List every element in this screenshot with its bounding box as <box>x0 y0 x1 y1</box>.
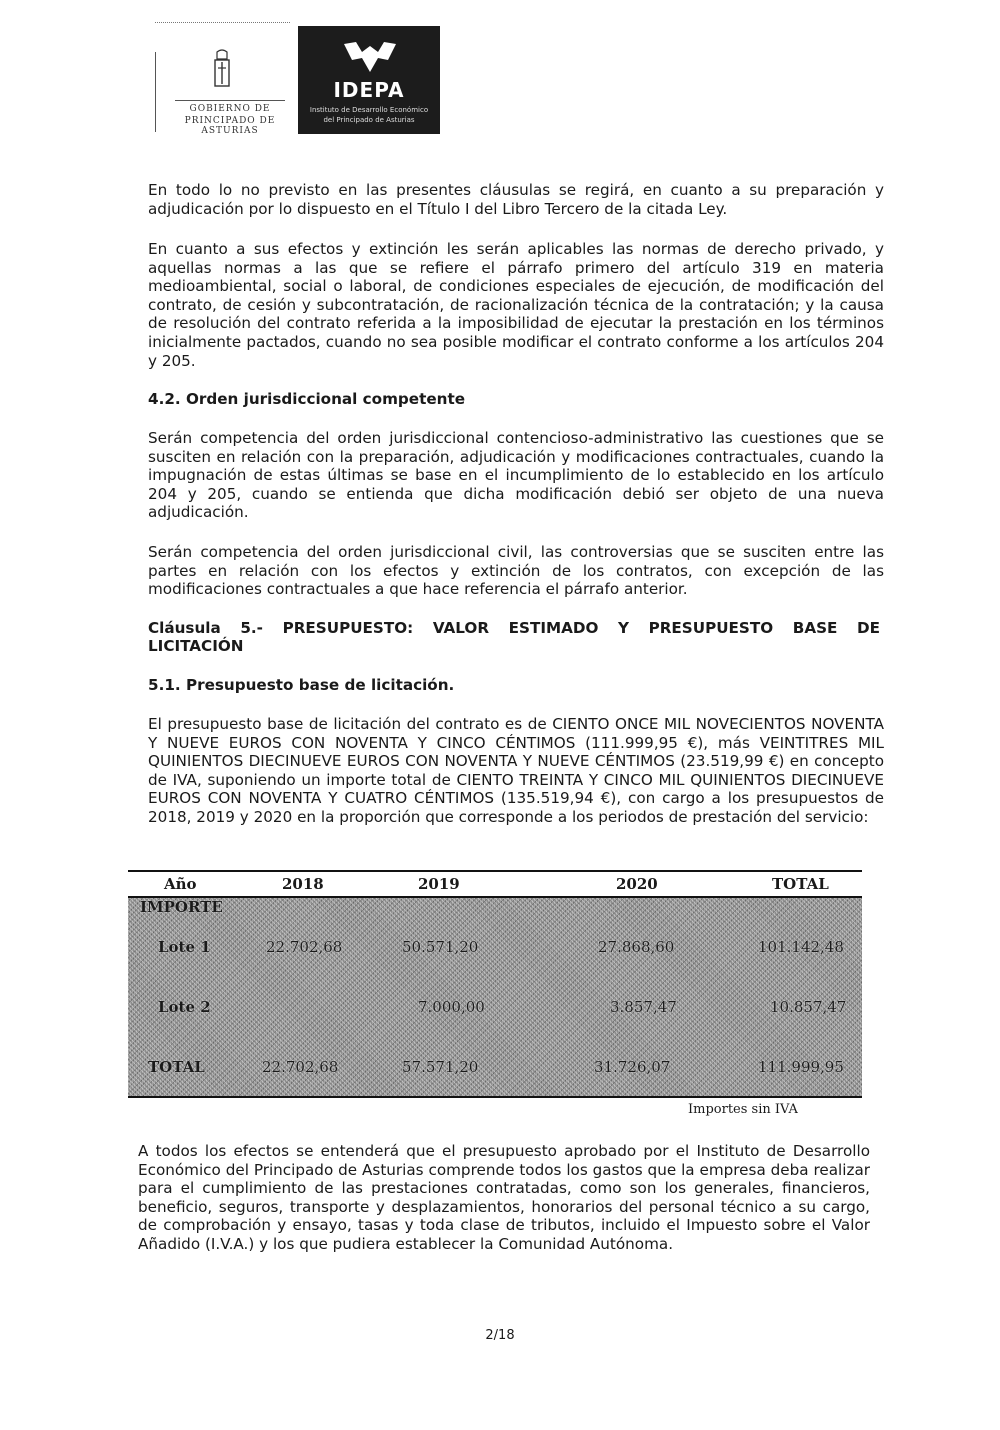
idepa-logo <box>298 26 440 134</box>
heading-5-1: 5.1. Presupuesto base de licitación. <box>148 676 455 694</box>
cell-lote2-total: 10.857,47 <box>770 998 847 1016</box>
header-year: Año <box>164 875 197 893</box>
principado-label: PRINCIPADO DE ASTURIAS <box>184 116 276 136</box>
idepa-subtitle-1: Instituto de Desarrollo Económico <box>309 106 429 114</box>
cell-lote2-2019: 7.000,00 <box>418 998 485 1016</box>
paragraph-all-costs: A todos los efectos se entenderá que el presupuesto aprobado por el Instituto de Desarrollo Económico del Principado de Asturias comprende todos los gastos que la empresa deba realizar para el cumplimiento de las prestaciones contratadas, como son los generales, financieros, beneficio, seguros, transporte y desplazamientos, honorarios del personal técnico a su cargo, de comprobación y ensayo, tasas y toda clase de tributos, incluido el Impuesto sobre el Valor Añadido (I.V.A.) y los que pudiera establecer la Comunidad Autónoma. <box>138 1142 870 1253</box>
idepa-mark-icon <box>342 40 398 74</box>
header-total: TOTAL <box>772 875 829 893</box>
cell-lote1-2020: 27.868,60 <box>598 938 675 956</box>
header-2018: 2018 <box>282 875 324 893</box>
cell-total-2018: 22.702,68 <box>262 1058 339 1076</box>
cell-lote2-2020: 3.857,47 <box>610 998 677 1016</box>
row-label-lote-1: Lote 1 <box>158 938 211 956</box>
table-body-shaded <box>128 898 862 1096</box>
paragraph-general-regime: En todo lo no previsto en las presentes cláusulas se regirá, en cuanto a su preparación y adjudicación por lo dispuesto en el Título I del Libro Tercero de la citada Ley. <box>148 181 884 218</box>
paragraph-contencioso: Serán competencia del orden jurisdiccional contencioso-administrativo las cuestiones que se susciten en relación con la preparación, adjudicación y modificaciones contractuales, cuando la impugnación de estas últimas se base en el incumplimiento de lo establecido en los artículo 204 y 205, cuando se entienda que dicha modificación debió ser objeto de una nueva adjudicación. <box>148 429 884 522</box>
logo-mid-rule <box>175 100 285 101</box>
coat-of-arms-icon <box>212 48 232 88</box>
heading-clausula-5-cont: LICITACIÓN <box>148 637 244 655</box>
cell-total-2020: 31.726,07 <box>594 1058 671 1076</box>
section-label-importe: IMPORTE <box>140 898 223 916</box>
row-label-lote-2: Lote 2 <box>158 998 211 1016</box>
gobierno-label: GOBIERNO DE <box>189 104 271 114</box>
logo-left-rule <box>155 52 156 132</box>
header-2020: 2020 <box>616 875 658 893</box>
idepa-subtitle-2: del Principado de Asturias <box>323 116 415 124</box>
cell-lote1-total: 101.142,48 <box>758 938 844 956</box>
heading-4-2: 4.2. Orden jurisdiccional competente <box>148 390 466 408</box>
cell-total-total: 111.999,95 <box>758 1058 844 1076</box>
paragraph-civil: Serán competencia del orden jurisdiccional civil, las controversias que se susciten entre las partes en relación con los efectos y extinción de los contratos, con excepción de las modificaciones contractuales a que hace referencia el párrafo anterior. <box>148 543 884 599</box>
heading-clausula-5: Cláusula 5.- PRESUPUESTO: VALOR ESTIMADO Y PRESUPUESTO BASE DE <box>148 619 880 637</box>
budget-table <box>128 868 862 1098</box>
table-note: Importes sin IVA <box>688 1102 798 1117</box>
gobierno-asturias-logo <box>150 22 290 134</box>
paragraph-effects-extinction: En cuanto a sus efectos y extinción les serán aplicables las normas de derecho privado, y aquellas normas a las que se refiere el párrafo primero del artículo 319 en materia medioambiental, social o laboral, de condiciones especiales de ejecución, de modificación del contrato, de cesión y subcontratación, de racionalización técnica de la contratación; y la causa de resolución del contrato referida a la imposibilidad de ejecutar la prestación en los términos inicialmente pactados, cuando no sea posible modificar el contrato conforme a los artículos 204 y 205. <box>148 240 884 370</box>
cell-lote1-2019: 50.571,20 <box>402 938 479 956</box>
paragraph-budget: El presupuesto base de licitación del contrato es de CIENTO ONCE MIL NOVECIENTOS NOVENTA Y NUEVE EUROS CON NOVENTA Y CINCO CÉNTIMOS (111.999,95 €), más VEINTITRES MIL QUINIENTOS DIECINUEVE EUROS CON NOVENTA Y NUEVE CÉNTIMOS (23.519,99 €) en concepto de IVA, suponiendo un importe total de CIENTO TREINTA Y CINCO MIL QUINIENTOS DIECINUEVE EUROS CON NOVENTA Y CUATRO CÉNTIMOS (135.519,94 €), con cargo a los presupuestos de 2018, 2019 y 2020 en la proporción que corresponde a los periodos de prestación del servicio: <box>148 715 884 826</box>
idepa-name: IDEPA <box>333 78 405 102</box>
cell-lote1-2018: 22.702,68 <box>266 938 343 956</box>
logo-dotted-rule <box>155 22 290 23</box>
table-top-rule <box>128 870 862 872</box>
header-2019: 2019 <box>418 875 460 893</box>
row-label-total: TOTAL <box>148 1058 205 1076</box>
page-number: 2/18 <box>485 1328 515 1343</box>
table-bottom-rule <box>128 1096 862 1098</box>
cell-total-2019: 57.571,20 <box>402 1058 479 1076</box>
